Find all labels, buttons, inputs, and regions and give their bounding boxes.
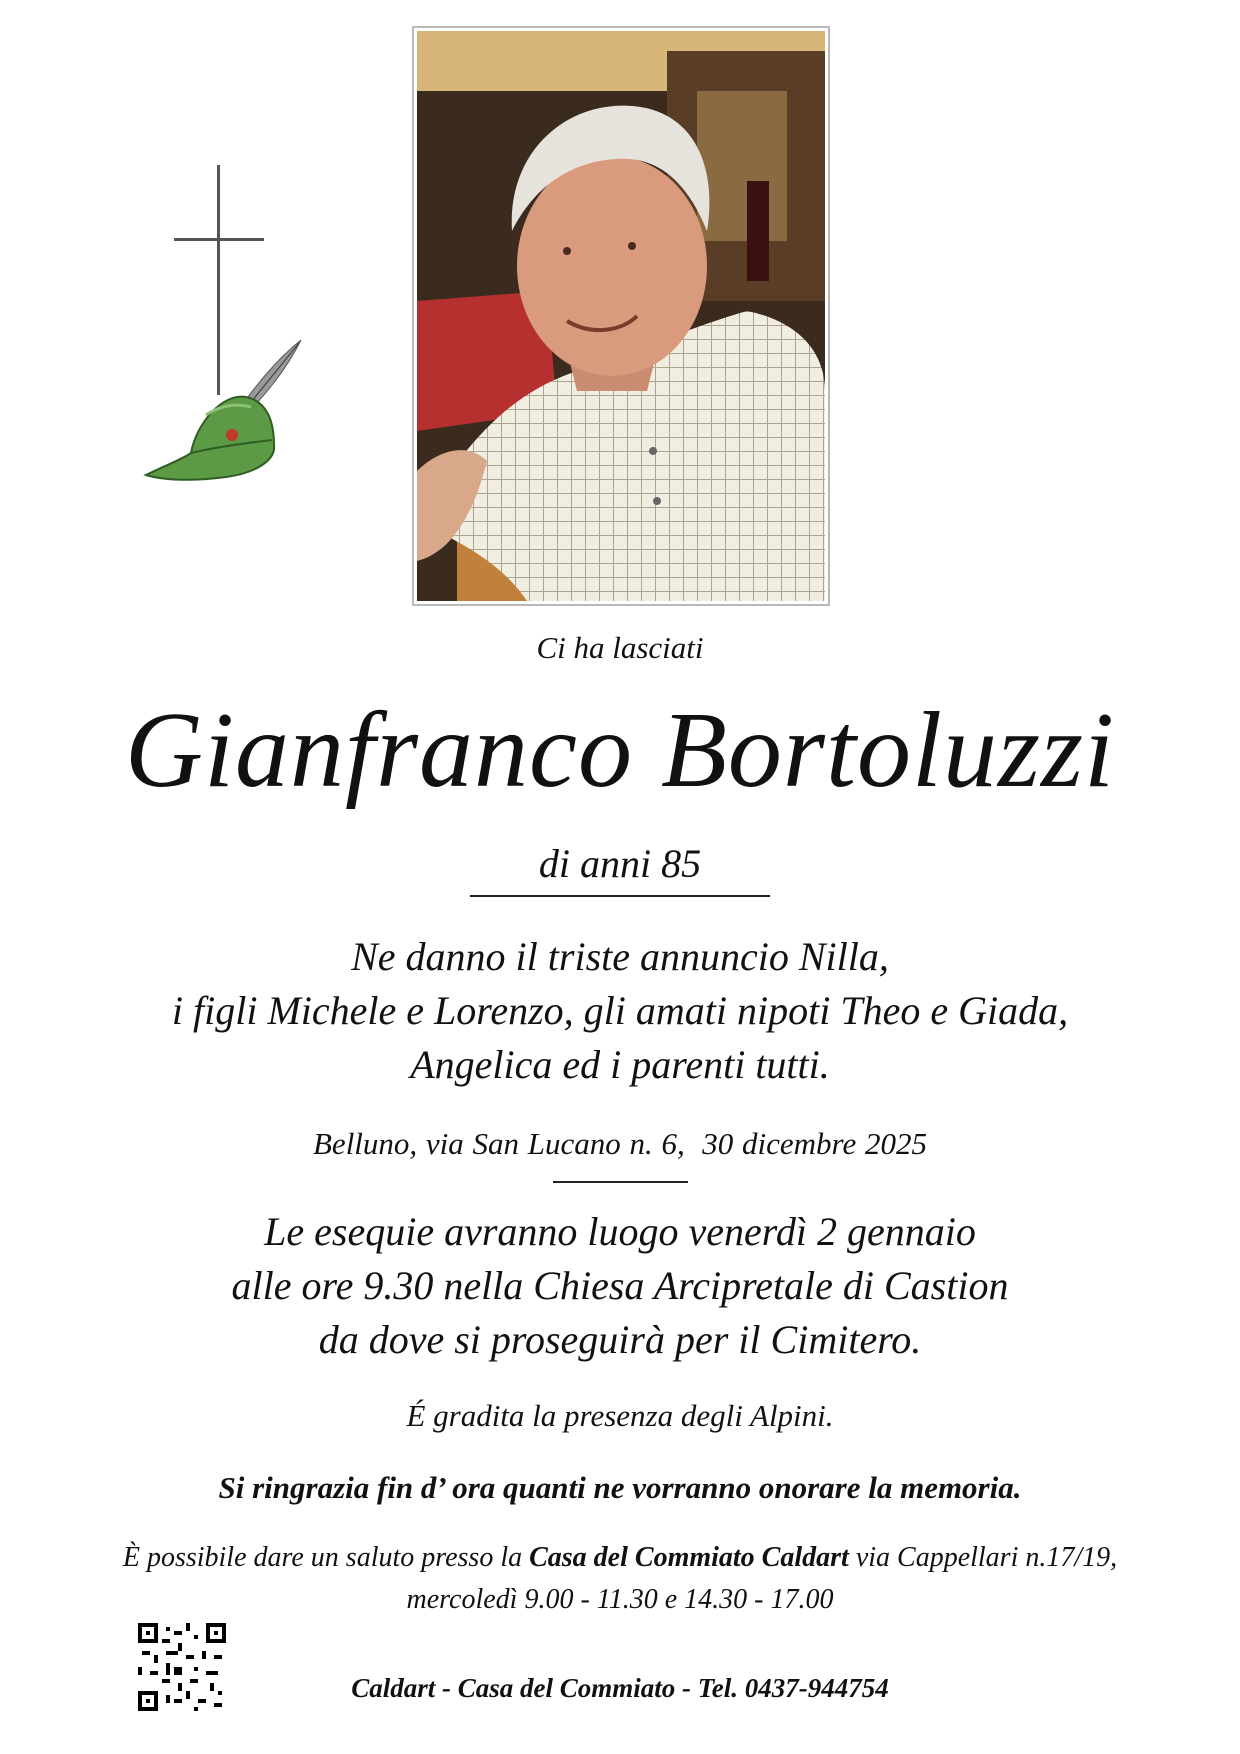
footer-contact: Caldart - Casa del Commiato - Tel. 0437-944754 [351,1673,889,1703]
portrait-frame [412,26,830,606]
announcement-line: Angelica ed i parenti tutti. [410,1042,830,1087]
place-date: Belluno, via San Lucano n. 6, 30 dicembre 2025 [313,1126,927,1161]
funeral-line: alle ore 9.30 nella Chiesa Arcipretale di Castion [231,1263,1009,1308]
cross-hat-emblem [136,135,311,500]
funeral-line: da dove si proseguirà per il Cimitero. [318,1317,922,1362]
announcement-line: Ne danno il triste annuncio Nilla, [351,934,889,979]
visit-venue: Casa del Commiato Caldart [529,1542,849,1573]
alpine-hat-icon [146,397,274,480]
announcement-text [0,930,1240,1092]
announcement-line: i figli Michele e Lorenzo, gli amati nipoti Theo e Giada, [171,988,1069,1033]
funeral-text [0,1205,1240,1367]
visit-line [0,1537,1240,1579]
cross-icon [174,165,264,395]
visit-prefix: È possibile dare un saluto presso la [122,1542,530,1573]
visit-info [0,1537,1240,1621]
divider [553,1181,688,1183]
visit-hours: mercoledì 9.00 - 11.30 e 14.30 - 17.00 [406,1584,834,1615]
deceased-name: Gianfranco Bortoluzzi [124,691,1116,810]
funeral-line: Le esequie avranno luogo venerdì 2 gennaio [264,1209,976,1254]
visit-suffix: via Cappellari n.17/19, [848,1542,1118,1573]
intro-text: Ci ha lasciati [536,630,704,665]
age-text: di anni 85 [538,841,702,886]
thanks-text: Si ringrazia fin d’ ora quanti ne vorranno onorare la memoria. [218,1470,1022,1505]
divider [470,895,770,897]
alpini-note: É gradita la presenza degli Alpini. [406,1398,834,1433]
portrait-photo [417,31,825,601]
